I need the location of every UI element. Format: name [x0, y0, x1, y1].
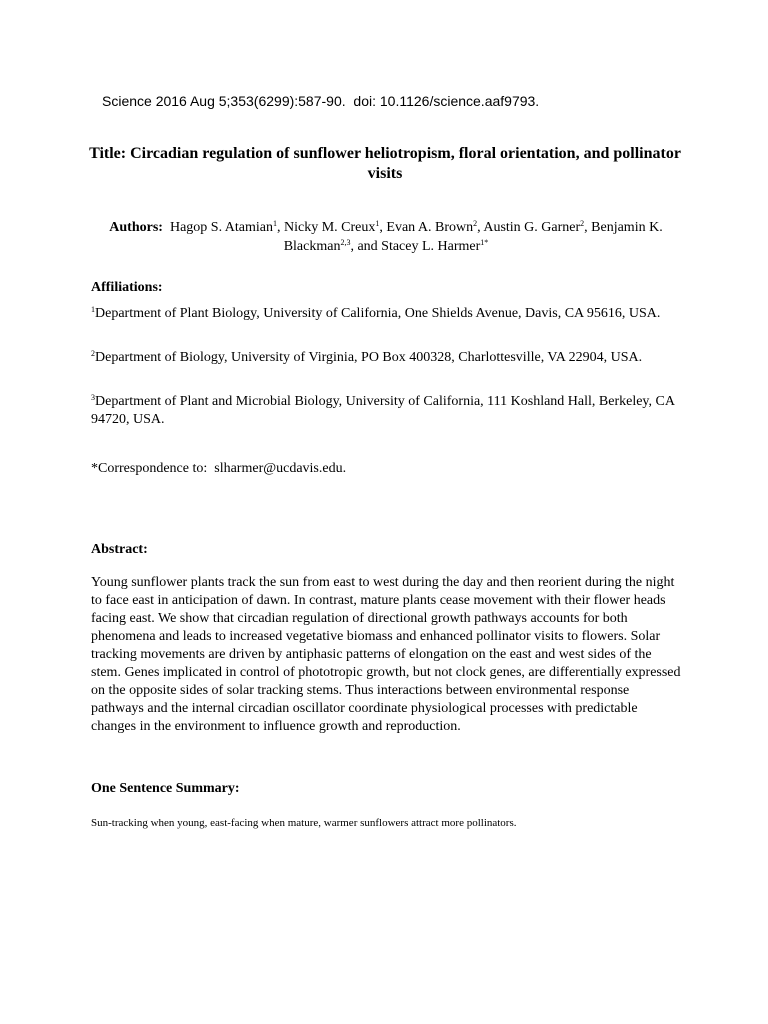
author-affiliation-marker: 1*	[480, 238, 489, 247]
author-name: Evan A. Brown	[386, 220, 474, 235]
affiliation-number: 1	[91, 305, 95, 314]
paper-title: Title: Circadian regulation of sunflower heliotropism, floral orientation, and pollinator visits	[89, 145, 681, 182]
author-separator: ,	[277, 220, 284, 235]
author-affiliation-marker: 2,3	[340, 238, 351, 247]
abstract-text: Young sunflower plants track the sun from east to west during the day and then reorient during the night to face east in anticipation of dawn. In contrast, mature plants cease movement with their flower heads facing east. We show that circadian regulation of directional growth pathways accounts for both phenomena and leads to increased vegetative biomass and enhanced pollinator visits to flowers. Solar tracking movements are driven by antiphasic patterns of elongation on the east and west sides of the stem. Genes implicated in control of phototropic growth, but not clock genes, are differentially expressed on the opposite sides of solar tracking stems. Thus interactions between environmental response pathways and the internal circadian oscillator coordinate physiological processes with predictable changes in the environment to influence growth and reproduction.	[91, 575, 681, 734]
author-separator: ,	[379, 220, 387, 235]
author-name: Nicky M. Creux	[284, 220, 376, 235]
author-name: Stacey L. Harmer	[381, 239, 481, 254]
affiliation-text: Department of Biology, University of Virginia, PO Box 400328, Charlottesville, VA 22904, USA.	[95, 350, 643, 365]
author-name: Benjamin K. Blackman	[283, 220, 663, 254]
affiliation-item	[91, 305, 681, 323]
author-affiliation-marker: 2	[473, 219, 478, 228]
affiliation-text: Department of Plant Biology, University of California, One Shields Avenue, Davis, CA 95616, USA.	[95, 306, 661, 321]
affiliation-number: 2	[91, 349, 95, 358]
affiliations-heading: Affiliations:	[91, 280, 163, 295]
author-name: Hagop S. Atamian	[169, 220, 273, 235]
authors-label: Authors:	[109, 220, 163, 235]
abstract-heading: Abstract:	[91, 542, 148, 557]
author-affiliation-marker: 1	[375, 219, 380, 228]
affiliation-item	[91, 349, 681, 367]
author-affiliation-marker: 2	[580, 219, 585, 228]
author-name: Austin G. Garner	[483, 220, 581, 235]
author-affiliation-marker: 1	[273, 219, 277, 228]
summary-text: Sun-tracking when young, east-facing when mature, warmer sunflowers attract more pollinators.	[91, 817, 517, 829]
author-separator: ,	[584, 220, 592, 235]
affiliation-number: 3	[91, 393, 95, 402]
summary-heading: One Sentence Summary:	[91, 781, 240, 796]
citation-line: Science 2016 Aug 5;353(6299):587-90. doi: 10.1126/science.aaf9793.	[102, 93, 540, 109]
correspondence-line: *Correspondence to: slharmer@ucdavis.edu.	[91, 461, 347, 476]
author-separator: ,	[477, 220, 484, 235]
author-separator: , and	[350, 239, 382, 254]
author-block	[88, 218, 684, 256]
affiliation-text: Department of Plant and Microbial Biology, University of California, 111 Koshland Hall, Berkeley, CA 94720, USA.	[91, 394, 675, 427]
affiliation-item	[91, 393, 681, 429]
